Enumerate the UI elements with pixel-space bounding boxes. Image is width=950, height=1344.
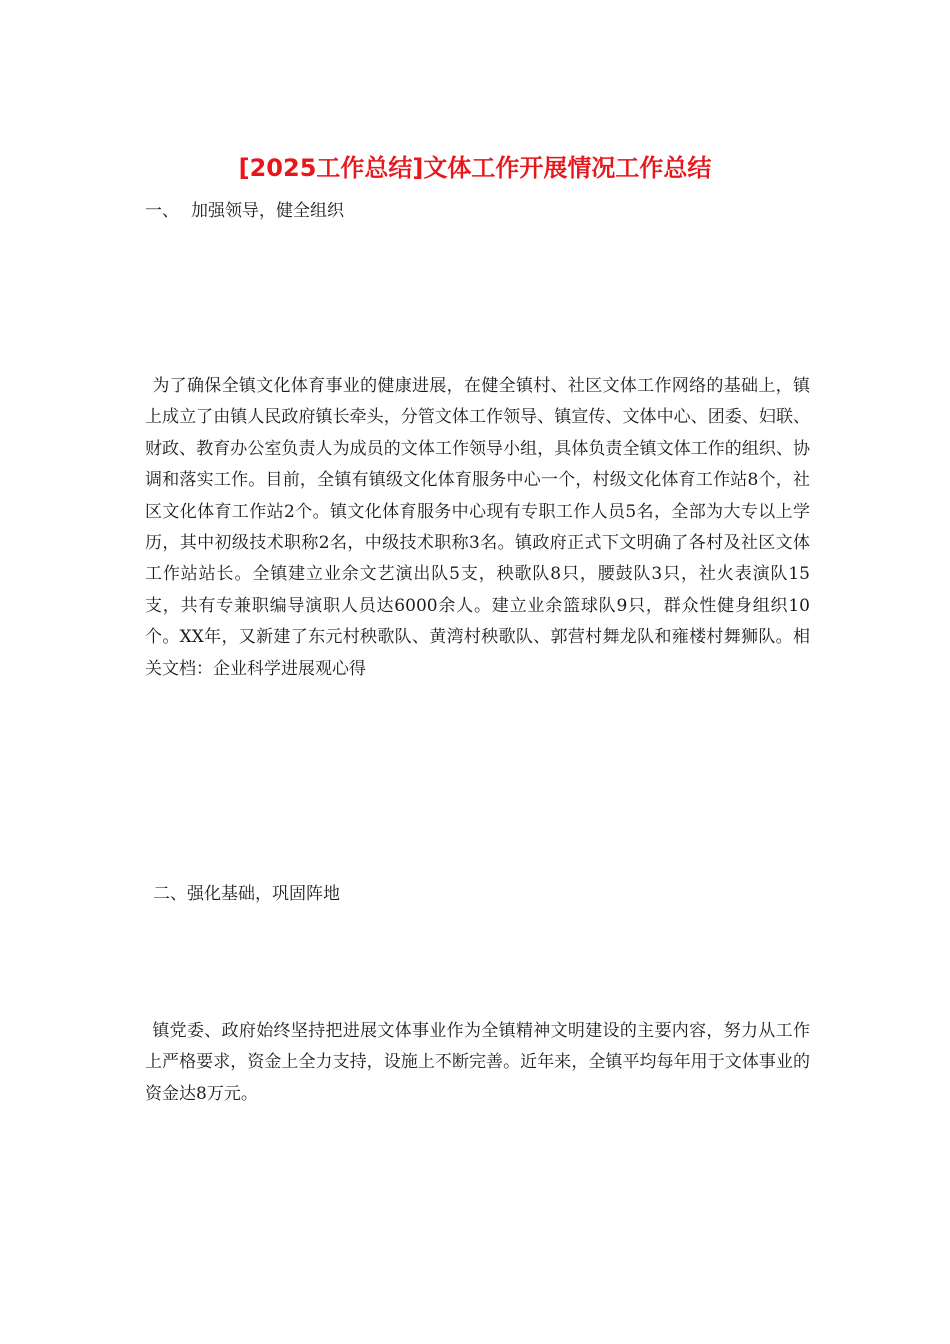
section-heading-text-1: 加强领导，健全组织 xyxy=(191,201,344,221)
section-paragraph-1 xyxy=(145,371,810,685)
section-paragraph-text-1: 为了确保全镇文化体育事业的健康进展，在健全镇村、社区文体工作网络的基础上，镇上成立了由镇人民政府镇长牵头，分管文体工作领导、镇宣传、文体中心、团委、妇联、财政、教育办公室负责人为成员的文体工作领导小组，具体负责全镇文体工作的组织、协调和落实工作。目前，全镇有镇级文化体育服务中心一个，村级文化体育工作站8个，社区文化体育工作站2个。镇文化体育服务中心现有专职工作人员5名，全部为大专以上学历，其中初级技术职称2名，中级技术职称3名。镇政府正式下文明确了各村及社区文体工作站站长。全镇建立业余文艺演出队5支，秧歌队8只，腰鼓队3只，社火表演队15支，共有专兼职编导演职人员达6000余人。建立业余篮球队9只，群众性健身组织10个。XX年，又新建了东元村秧歌队、黄湾村秧歌队、郭营村舞龙队和雍楼村舞狮队。相关文档：企业科学进展观心得 xyxy=(145,376,810,679)
section-heading-1 xyxy=(145,198,344,224)
section-heading-2: 二、强化基础，巩固阵地 xyxy=(153,884,340,904)
section-paragraph-text-2: 镇党委、政府始终坚持把进展文体事业作为全镇精神文明建设的主要内容，努力从工作上严格要求，资金上全力支持，设施上不断完善。近年来，全镇平均每年用于文体事业的资金达8万元。 xyxy=(145,1021,810,1104)
document-title: [2025工作总结]文体工作开展情况工作总结 xyxy=(238,154,712,182)
section-number-1: 一、 xyxy=(145,201,179,221)
section-paragraph-2 xyxy=(145,1016,810,1110)
